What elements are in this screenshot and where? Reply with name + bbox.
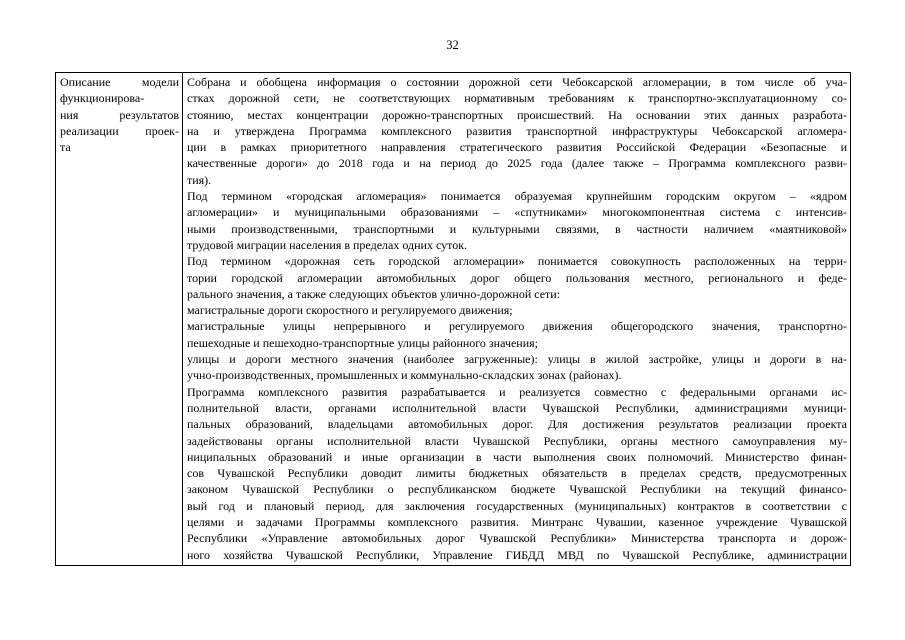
paragraph-line: магистральные улицы непрерывного и регулируемого движения общегородского значения, транспортно- — [187, 319, 847, 334]
page-number: 32 — [446, 38, 459, 52]
paragraph-line: магистральные дороги скоростного и регулируемого движения; — [187, 303, 513, 318]
paragraph-line: стках дорожной сети, не соответствующих нормативным требованиям к транспортно-эксплуатационному со- — [187, 91, 847, 106]
paragraph-line: Под термином «городская агломерация» понимается образуемая крупнейшим городским округом – «ядром — [187, 189, 847, 204]
paragraph-line: трудовой миграции населения в пределах одних суток. — [187, 237, 468, 252]
row-label-line: ния результатов — [60, 107, 179, 122]
row-label-line: реализации проек- — [60, 123, 179, 138]
paragraph-line: тия). — [187, 172, 212, 187]
paragraph-line: тории городской агломерации автомобильных дорог общего пользования местного, регионального и феде- — [187, 270, 847, 285]
paragraph-line: законом Чувашской Республики о республиканском бюджете Чувашской Республики на текущий финансо- — [187, 482, 847, 497]
table-row — [56, 73, 851, 566]
paragraph-line: Под термином «дорожная сеть городской агломерации» понимается совокупность расположенных на терри- — [187, 254, 847, 269]
paragraph-line: улицы и дороги местного значения (наиболее загруженные): улицы в жилой застройке, улицы и дороги в на- — [187, 352, 847, 367]
paragraph-line: Программа комплексного развития разрабатывается и реализуется совместно с федеральными органами ис- — [187, 384, 847, 399]
paragraph-line: целями и задачами Программы комплексного развития. Минтранс Чувашии, казенное учреждение Чувашской — [187, 515, 847, 530]
paragraph-line: сов Чувашской Республики доводит лимиты бюджетных обязательств в пределах средств, предусмотренных — [187, 466, 847, 481]
paragraph-line: качественные дороги» до 2018 года и на период до 2025 года (далее также – Программа комплексного разви- — [187, 156, 847, 171]
row-content-cell — [183, 73, 851, 566]
row-label-cell — [56, 73, 183, 566]
paragraph-line: агломерации» и муниципальными образованиями – «спутниками» многокомпонентная система с интенсив- — [187, 205, 847, 220]
row-label-line: функционирова- — [60, 91, 145, 106]
project-description-table — [55, 72, 851, 566]
paragraph-line: ниципальных образований и иные организации в части выполнения своих полномочий. Министерство финан- — [187, 449, 847, 464]
paragraph-line: задействованы органы исполнительной власти Чувашской Республики, органы местного самоуправления му- — [187, 433, 847, 448]
paragraph-line: вый год и плановый период, для заключения государственных (муниципальных) контрактов в соответствии с — [187, 498, 847, 513]
row-label-line: та — [60, 140, 71, 155]
paragraph-line: Собрана и обобщена информация о состоянии дорожной сети Чебоксарской агломерации, в том числе об уча- — [187, 75, 847, 89]
paragraph-line: пальных образований, владельцами автомобильных дорог. Для достижения результатов реализации проекта — [187, 417, 847, 432]
paragraph-line: полнительной власти, органами исполнительной власти Чувашской Республики, администрациями муници- — [187, 400, 847, 415]
paragraph-line: ными производственными, транспортными и культурными связями, в частности наличием «маятниковой» — [187, 221, 847, 236]
paragraph-line: Республики «Управление автомобильных дорог Чувашской Республики» Министерства транспорта и дорож- — [187, 531, 847, 546]
paragraph-line: ного хозяйства Чувашской Республики, Управление ГИБДД МВД по Чувашской Республике, администрации — [187, 547, 847, 562]
paragraph-line: ции в рамках приоритетного направления стратегического развития Российской Федерации «Безопасные и — [187, 140, 847, 155]
paragraph-line: учно-производственных, промышленных и коммунально-складских зонах (районах). — [187, 368, 622, 383]
paragraph-line: рального значения, а также следующих объектов улично-дорожной сети: — [187, 286, 561, 301]
paragraph-line: на и утверждена Программа комплексного развития транспортной инфраструктуры Чебоксарской агломера- — [187, 123, 847, 138]
paragraph-line: пешеходные и пешеходно-транспортные улицы районного значения; — [187, 335, 538, 350]
paragraph-line: стоянию, местах концентрации дорожно-транспортных происшествий. На основании этих данных разработа- — [187, 107, 847, 122]
row-label-line: Описание модели — [60, 75, 179, 89]
